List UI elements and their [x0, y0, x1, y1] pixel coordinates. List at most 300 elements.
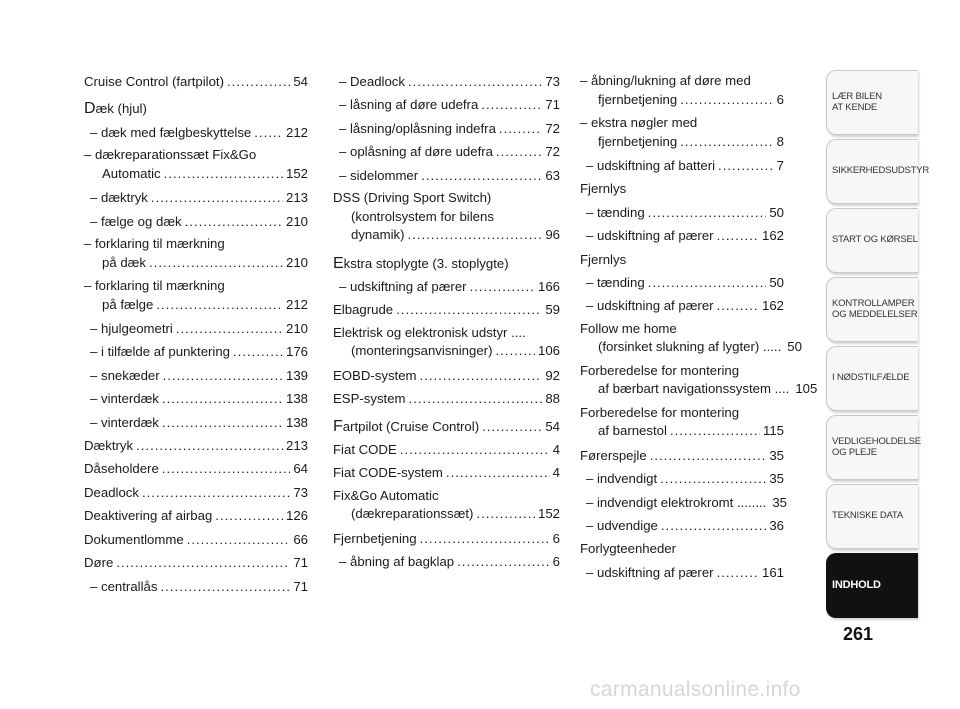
index-entry[interactable]: [333, 364, 560, 387]
index-entry[interactable]: [84, 186, 308, 209]
index-entry-text: – udskiftning af pærer: [586, 564, 714, 580]
index-entry-text: – Deadlock: [339, 74, 405, 89]
chapter-tab[interactable]: [826, 553, 918, 618]
index-entry-line: [580, 72, 784, 91]
leader-dots: [660, 467, 766, 490]
leader-dots: [717, 561, 759, 584]
index-entry-line: [580, 537, 784, 560]
index-entry-line: [580, 422, 784, 441]
index-entry[interactable]: [580, 491, 787, 514]
chapter-tab-line: SIKKERHEDSUDSTYR: [832, 165, 930, 177]
index-entry-line: [333, 505, 560, 524]
page-ref: 71: [293, 578, 308, 594]
index-entry-text: Deaktivering af airbag: [84, 508, 213, 524]
index-entry-line: [339, 140, 560, 163]
leader-dots: [680, 133, 773, 152]
index-entry-line: [580, 114, 784, 133]
index-entry[interactable]: [333, 252, 560, 275]
index-entry-line: [333, 252, 560, 275]
page-ref: 162: [761, 228, 784, 244]
index-entry[interactable]: [84, 70, 308, 93]
index-entry[interactable]: [580, 467, 784, 490]
index-entry-text: Dokumentlomme: [84, 531, 184, 547]
index-entry-rest: kstra stoplygte (3. stoplygte): [343, 255, 509, 271]
index-entry[interactable]: [580, 537, 784, 560]
page-ref: 4: [552, 465, 560, 481]
index-entry[interactable]: [84, 528, 308, 551]
leader-dots: [481, 93, 542, 116]
index-entry-text: – vinterdæk: [90, 414, 159, 430]
index-entry[interactable]: [333, 117, 560, 140]
chapter-tab[interactable]: [826, 484, 918, 549]
index-entry-line: [84, 146, 308, 165]
index-entry-text: Cruise Control (fartpilot): [84, 74, 224, 89]
index-entry-text: – indvendigt: [586, 471, 658, 487]
index-entry[interactable]: [84, 275, 308, 317]
index-entry-line: [333, 387, 560, 410]
index-entry-text: – dækreparationssæt Fix&Go: [84, 147, 257, 163]
leader-dots: [162, 387, 283, 410]
index-entry-text: (dækreparationssæt): [351, 506, 474, 522]
index-entry-line: [339, 70, 560, 93]
index-entry[interactable]: [333, 140, 560, 163]
page-ref: 106: [537, 343, 560, 359]
index-entry-text: Forlygteenheder: [580, 541, 677, 557]
index-entry-line: [333, 208, 560, 227]
index-entry-line: [580, 91, 784, 110]
index-entry[interactable]: [84, 97, 308, 120]
index-entry-text: [84, 101, 147, 116]
index-entry[interactable]: [580, 70, 784, 112]
index-entry-line: [580, 177, 784, 200]
leader-dots: [680, 91, 773, 110]
page-ref: 166: [537, 278, 560, 294]
index-entry[interactable]: [580, 360, 818, 402]
index-entry-text: (monteringsanvisninger): [351, 343, 493, 359]
index-entry-text: Elektrisk og elektronisk udstyr ....: [333, 324, 526, 340]
page-ref: 50: [769, 204, 784, 220]
page-ref: 152: [537, 506, 560, 522]
index-entry-text: Fjernbetjening: [333, 530, 417, 546]
index-entry[interactable]: [84, 317, 308, 340]
leader-dots: [476, 505, 535, 524]
leader-dots: [470, 275, 535, 298]
index-entry-text: fjernbetjening: [598, 133, 678, 149]
index-entry-line: [586, 294, 784, 317]
index-entry-text: EOBD-system: [333, 367, 417, 383]
leader-dots: [648, 271, 767, 294]
page-ref: 213: [285, 190, 308, 206]
index-entry-line: [84, 70, 308, 93]
index-entry-line: [333, 527, 560, 550]
chapter-tab-label: [832, 511, 903, 522]
index-entry-text: dynamik): [351, 227, 405, 243]
index-entry-line: [586, 201, 784, 224]
index-entry-line: [586, 561, 784, 584]
index-entry-text: (kontrolsystem for bilens: [351, 208, 494, 224]
index-entry[interactable]: [580, 112, 784, 154]
index-entry-text: – indvendigt elektrokromt ........: [586, 494, 767, 510]
leader-dots: [187, 528, 291, 551]
chapter-tab-line: I NØDSTILFÆLDE: [832, 372, 910, 384]
index-entry-line: [90, 186, 308, 209]
chapter-tab-label: [832, 299, 917, 320]
index-entry-text: [333, 415, 479, 438]
index-entry-line: [333, 189, 560, 208]
index-entry-line: [333, 226, 560, 245]
index-entry[interactable]: [580, 177, 784, 200]
index-entry-line: [90, 364, 308, 387]
index-entry-line: [339, 164, 560, 187]
index-entry-text: af bærbart navigationssystem ....: [598, 381, 790, 397]
index-entry[interactable]: [333, 461, 560, 484]
index-entry-line: [586, 467, 784, 490]
index-entry-text: – fælge og dæk: [90, 213, 182, 229]
index-entry[interactable]: [580, 318, 802, 360]
index-entry-rest: æk (hjul): [95, 101, 147, 117]
index-entry[interactable]: [333, 387, 560, 410]
index-entry-line: [586, 491, 787, 514]
index-entry-text: Døre: [84, 555, 114, 571]
index-entry-line: [580, 362, 784, 381]
index-entry[interactable]: [84, 434, 308, 457]
page-ref: 71: [545, 97, 560, 113]
index-entry[interactable]: [84, 504, 308, 527]
leader-dots: [648, 201, 767, 224]
page-ref: 210: [285, 321, 308, 337]
chapter-tab-line: OG MEDDELELSER: [832, 308, 918, 320]
index-entry[interactable]: [580, 561, 784, 584]
index-entry[interactable]: [84, 575, 308, 598]
index-entry-text: Forberedelse for montering: [580, 404, 740, 420]
chapter-tab[interactable]: [826, 70, 918, 135]
index-entry-line: [580, 338, 802, 357]
index-entry-text: af barnestol: [598, 423, 667, 439]
section-initial: D: [84, 100, 96, 118]
page-ref: 54: [293, 74, 308, 89]
index-entry-text: – snekæder: [90, 367, 160, 383]
page-ref: 72: [545, 144, 560, 160]
index-entry-text: – udskiftning af pærer: [586, 298, 714, 314]
leader-dots: [233, 340, 283, 363]
index-entry[interactable]: [84, 457, 308, 480]
index-entry[interactable]: [333, 527, 560, 550]
index-entry-line: [586, 224, 784, 247]
index-entry-text: Elbagrude: [333, 302, 394, 318]
page-ref: 210: [285, 254, 308, 270]
index-entry-text: fjernbetjening: [598, 91, 678, 107]
leader-dots: [446, 461, 550, 484]
leader-dots: [215, 504, 283, 527]
index-entry[interactable]: [84, 121, 308, 144]
index-entry-text: – dæktryk: [90, 190, 148, 206]
leader-dots: [162, 411, 283, 434]
page-ref: 66: [293, 531, 308, 547]
index-entry-line: [84, 277, 308, 296]
index-entry-text: Fjernlys: [580, 251, 627, 267]
index-entry-line: [580, 404, 784, 423]
index-entry-text: [333, 256, 509, 271]
page-ref: 212: [285, 296, 308, 312]
page-ref: 73: [293, 484, 308, 500]
index-entry-line: [90, 317, 308, 340]
page-ref: 64: [293, 461, 308, 477]
index-entry-line: [333, 438, 560, 461]
page-ref: 138: [285, 414, 308, 430]
page-ref: 138: [285, 391, 308, 407]
page-ref: 35: [769, 447, 784, 463]
page-ref: 115: [762, 423, 784, 439]
index-entry-line: [90, 340, 308, 363]
index-entry[interactable]: [84, 411, 308, 434]
page-ref: 50: [787, 339, 802, 355]
index-entry-line: [339, 275, 560, 298]
page-ref: 96: [545, 227, 560, 243]
page-ref: 7: [776, 158, 784, 173]
chapter-tabs: [826, 70, 930, 622]
index-entry-text: – vinterdæk: [90, 391, 159, 407]
index-entry[interactable]: [84, 387, 308, 410]
leader-dots: [151, 186, 283, 209]
index-entry-rest: artpilot (Cruise Control): [342, 418, 480, 434]
index-entry-text: – åbning/lukning af døre med: [580, 73, 751, 88]
chapter-tab-label: [832, 580, 881, 591]
index-entry-text: – forklaring til mærkning: [84, 236, 225, 252]
index-entry[interactable]: [580, 201, 784, 224]
index-entry-text: – sidelommer: [339, 167, 419, 183]
chapter-tab-line: TEKNISKE DATA: [832, 510, 903, 522]
page-ref: 212: [285, 124, 308, 140]
leader-dots: [254, 121, 283, 144]
page-ref: 71: [293, 555, 308, 571]
index-entry[interactable]: [333, 415, 560, 438]
index-entry-line: [333, 415, 560, 438]
index-entry[interactable]: [333, 275, 560, 298]
index-entry[interactable]: [84, 364, 308, 387]
chapter-tab-label: [832, 373, 909, 384]
page-ref: 35: [772, 494, 787, 510]
index-entry[interactable]: [333, 187, 560, 248]
page-ref: 72: [545, 120, 560, 136]
index-column-3: [580, 70, 818, 584]
leader-dots: [149, 254, 283, 273]
page-ref: 92: [545, 367, 560, 383]
leader-dots: [717, 224, 759, 247]
index-entry-text: ESP-system: [333, 391, 406, 407]
leader-dots: [420, 364, 543, 387]
chapter-tab[interactable]: [826, 139, 930, 204]
index-entry-text: Fix&Go Automatic: [333, 487, 439, 503]
index-entry-text: – tænding: [586, 275, 645, 291]
leader-dots: [400, 438, 550, 461]
page-ref: 176: [285, 344, 308, 360]
page-ref: 139: [285, 367, 308, 383]
page-ref: 73: [545, 74, 560, 89]
chapter-tab-line: LÆR BILEN: [832, 91, 882, 102]
chapter-tab-label: [832, 92, 882, 113]
leader-dots: [176, 317, 283, 340]
leader-dots: [717, 294, 759, 317]
index-entry[interactable]: [580, 294, 784, 317]
chapter-tab[interactable]: [826, 346, 918, 411]
index-entry-text: Fjernlys: [580, 181, 627, 197]
leader-dots: [496, 140, 542, 163]
index-entry[interactable]: [580, 224, 784, 247]
index-entry[interactable]: [580, 154, 784, 177]
index-column-2: [333, 70, 560, 574]
leader-dots: [185, 210, 283, 233]
index-entry-text: – oplåsning af døre udefra: [339, 144, 493, 160]
index-entry-text: Dåseholdere: [84, 461, 159, 477]
index-entry-text: – centrallås: [90, 578, 158, 594]
page-ref: 63: [545, 167, 560, 183]
leader-dots: [163, 364, 283, 387]
index-entry-line: [333, 487, 560, 506]
index-entry-text: – låsning af døre udefra: [339, 97, 479, 113]
index-entry-line: [333, 298, 560, 321]
index-entry[interactable]: [333, 93, 560, 116]
index-entry[interactable]: [580, 402, 784, 444]
index-entry-line: [580, 248, 784, 271]
index-entry[interactable]: [580, 444, 784, 467]
index-entry[interactable]: [333, 70, 560, 93]
index-entry-line: [90, 210, 308, 233]
leader-dots: [420, 527, 550, 550]
index-entry-line: [586, 154, 784, 177]
index-entry-line: [90, 411, 308, 434]
index-entry-line: [339, 550, 560, 573]
index-entry[interactable]: [333, 322, 560, 364]
page-ref: 6: [552, 554, 560, 570]
leader-dots: [421, 164, 542, 187]
index-entry-line: [339, 117, 560, 140]
index-entry-text: (forsinket slukning af lygter) .....: [598, 339, 782, 355]
page-ref: 6: [552, 530, 560, 546]
chapter-tab-line: OG PLEJE: [832, 446, 877, 458]
index-entry-text: Førerspejle: [580, 447, 647, 463]
index-entry[interactable]: [333, 550, 560, 573]
leader-dots: [495, 342, 535, 361]
index-entry-line: [90, 387, 308, 410]
index-entry-line: [84, 235, 308, 254]
index-entry-text: Deadlock: [84, 484, 139, 500]
leader-dots: [136, 434, 283, 457]
index-entry-text: på fælge: [102, 296, 154, 312]
index-entry[interactable]: [333, 485, 560, 527]
index-entry[interactable]: [84, 210, 308, 233]
watermark: carmanualsonline.info: [590, 678, 801, 701]
index-entry[interactable]: [84, 144, 308, 186]
section-initial: F: [333, 417, 343, 435]
index-entry-line: [84, 457, 308, 480]
index-entry-text: – låsning/oplåsning indefra: [339, 120, 496, 136]
page-number: 261: [843, 624, 874, 644]
leader-dots: [162, 457, 291, 480]
index-entry-text: Forberedelse for montering: [580, 362, 740, 378]
leader-dots: [670, 422, 760, 441]
page-ref: 35: [769, 471, 784, 487]
index-entry-line: [84, 481, 308, 504]
index-entry-line: [84, 97, 308, 120]
index-entry-text: Dæktryk: [84, 438, 134, 454]
index-entry-text: – udskiftning af batteri: [586, 158, 716, 173]
index-entry-line: [84, 254, 308, 273]
page-ref: 213: [285, 438, 308, 454]
index-entry-text: – tænding: [586, 204, 645, 220]
page-ref: 8: [776, 133, 784, 149]
chapter-tab[interactable]: [826, 415, 921, 480]
leader-dots: [661, 514, 766, 537]
page-ref: 54: [545, 418, 560, 434]
page-ref: 152: [285, 165, 308, 181]
index-entry[interactable]: [84, 340, 308, 363]
index-entry[interactable]: [580, 248, 784, 271]
index-entry[interactable]: [84, 481, 308, 504]
chapter-tab-line: VEDLIGEHOLDELSE: [832, 436, 921, 447]
index-entry[interactable]: [333, 438, 560, 461]
index-column-1: [84, 70, 308, 598]
page-ref: 50: [769, 275, 784, 291]
index-entry-line: [84, 504, 308, 527]
index-entry-line: [586, 271, 784, 294]
index-entry-line: [339, 93, 560, 116]
index-entry-line: [90, 575, 308, 598]
leader-dots: [718, 154, 774, 177]
leader-dots: [396, 298, 542, 321]
index-entry-text: på dæk: [102, 254, 146, 270]
index-entry[interactable]: [333, 164, 560, 187]
index-entry-line: [84, 165, 308, 184]
leader-dots: [160, 575, 290, 598]
index-entry-line: [90, 121, 308, 144]
leader-dots: [142, 481, 290, 504]
index-entry-line: [84, 551, 308, 574]
index-entry-line: [580, 444, 784, 467]
index-entry-text: Automatic: [102, 165, 161, 181]
index-entry[interactable]: [580, 514, 784, 537]
page-ref: 126: [285, 508, 308, 524]
index-entry[interactable]: [84, 233, 308, 275]
chapter-tab-label: [832, 166, 929, 177]
index-entry-text: Fiat CODE-system: [333, 465, 443, 481]
index-entry-text: – hjulgeometri: [90, 321, 173, 337]
index-entry-text: – udvendige: [586, 518, 658, 534]
index-entry-line: [580, 380, 818, 399]
chapter-tab-line: AT KENDE: [832, 101, 878, 113]
leader-dots: [650, 444, 767, 467]
index-entry-line: [580, 320, 784, 339]
page-ref: 161: [761, 564, 784, 580]
chapter-tab-label: [832, 235, 918, 246]
index-entry-text: – udskiftning af pærer: [586, 228, 714, 244]
page-ref: 4: [552, 441, 560, 457]
index-entry-text: Follow me home: [580, 320, 677, 336]
index-entry[interactable]: [84, 551, 308, 574]
chapter-tab[interactable]: [826, 277, 918, 342]
index-entry[interactable]: [580, 271, 784, 294]
index-entry-line: [333, 342, 560, 361]
page-ref: 36: [769, 518, 784, 534]
index-entry[interactable]: [333, 298, 560, 321]
leader-dots: [408, 70, 542, 93]
index-entry-line: [84, 528, 308, 551]
chapter-tab-line: KONTROLLAMPER: [832, 298, 915, 309]
index-entry-line: [580, 133, 784, 152]
chapter-tab[interactable]: [826, 208, 918, 273]
leader-dots: [408, 226, 543, 245]
leader-dots: [164, 165, 283, 184]
index-entry-text: Fiat CODE: [333, 441, 397, 457]
